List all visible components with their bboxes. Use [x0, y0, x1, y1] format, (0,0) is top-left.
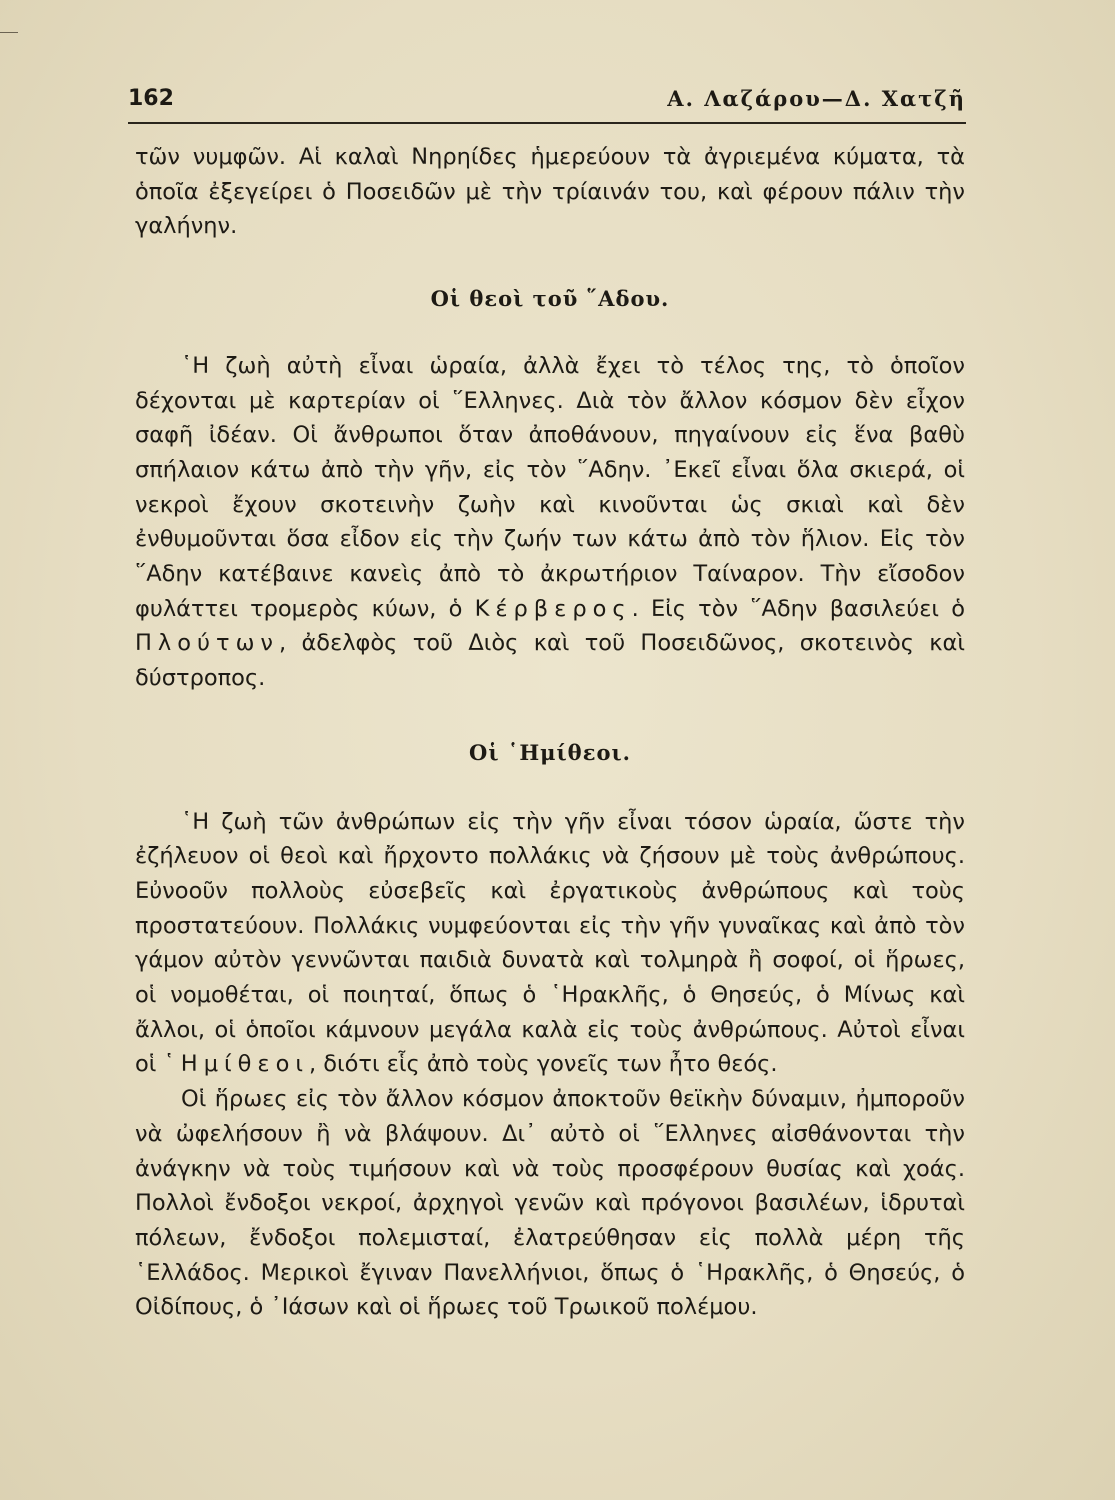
- paragraph-3: [135, 805, 965, 1083]
- paragraph-4: Οἱ ἥρωες εἰς τὸν ἄλλον κόσμον ἀποκτοῦν θεϊκὴν δύναμιν, ἠμποροῦν νὰ ὠφελήσουν ἢ νὰ βλάψουν. Δι᾿ αὐτὸ οἱ ῞Ελληνες αἰσθάνονται τὴν ἀνάγκην νὰ τοὺς τιμήσουν καὶ νὰ τοὺς προσφέρουν θυσίας καὶ χοάς. Πολλοὶ ἔνδοξοι νεκροί, ἀρχηγοὶ γενῶν καὶ πρόγονοι βασιλέων, ἱδρυταὶ πόλεων, ἔνδοξοι πολεμισταί, ἐλατρεύθησαν εἰς πολλὰ μέρη τῆς ῾Ελλάδος. Μερικοὶ ἔγιναν Πανελλήνιοι, ὅπως ὁ ῾Ηρακλῆς, ὁ Θησεύς, ὁ Οἰδίπους, ὁ ᾿Ιάσων καὶ οἱ ἥρωες τοῦ Τρωικοῦ πολέμου.: [135, 1086, 965, 1321]
- term-hemitheoi: ῾Ημίθεοι: [163, 1051, 309, 1078]
- name-kerberos: Κέρβερος: [474, 595, 632, 622]
- paragraph-2-text-b: . Εἰς τὸν ῞Αδην βασιλεύει ὁ: [631, 595, 965, 622]
- page-header: [128, 86, 966, 120]
- running-head: Α. Λαζάρου—Δ. Χατζῆ: [667, 86, 966, 111]
- paragraph-2-text-c: , ἀδελφὸς τοῦ Διὸς καὶ τοῦ Ποσειδῶνος, σκοτεινὸς καὶ δύστροπος.: [135, 630, 965, 692]
- paragraph-3-text-a: ῾Η ζωὴ τῶν ἀνθρώπων εἰς τὴν γῆν εἶναι τόσον ὡραία, ὥστε τὴν ἐζήλευον οἱ θεοὶ καὶ ἤρχοντο πολλάκις νὰ ζήσουν μὲ τοὺς ἀνθρώπους. Εὐνοοῦν πολλοὺς εὐσεβεῖς καὶ ἐργατικοὺς ἀνθρώπους καὶ τοὺς προστατεύουν. Πολλάκις νυμφεύονται εἰς τὴν γῆν γυναῖκας καὶ ἀπὸ τὸν γάμον αὐτὸν γεννῶνται παιδιὰ δυνατὰ καὶ τολμηρὰ ἢ σοφοί, οἱ ἥρωες, οἱ νομοθέται, οἱ ποιηταί, ὅπως ὁ ῾Ηρακλῆς, ὁ Θησεύς, ὁ Μίνως καὶ ἄλλοι, οἱ ὁποῖοι κάμνουν μεγάλα καλὰ εἰς τοὺς ἀνθρώπους. Αὐτοὶ εἶναι οἱ: [135, 808, 965, 1078]
- paragraph-3-text-b: , διότι εἷς ἀπὸ τοὺς γονεῖς των ἦτο θεός.: [308, 1051, 778, 1078]
- section-heading-hades: Οἱ θεοὶ τοῦ ῞Αδου.: [430, 286, 670, 312]
- name-plouton: Πλούτων: [135, 630, 279, 657]
- section-heading-hemitheoi: Οἱ ῾Ημίθεοι.: [469, 739, 631, 765]
- paragraph-1: τῶν νυμφῶν. Αἱ καλαὶ Νηρηίδες ἡμερεύουν τὰ ἀγριεμένα κύματα, τὰ ὁποῖα ἐξεγείρει ὁ Ποσειδῶν μὲ τὴν τρίαινάν του, καὶ φέρουν πάλιν τὴν γαλήνην.: [135, 144, 965, 240]
- edge-tick: [0, 32, 18, 33]
- body-text: [135, 140, 965, 1325]
- paragraph-2: [135, 349, 965, 696]
- page-number: 162: [128, 86, 174, 111]
- header-rule: [128, 122, 966, 124]
- paragraph-2-text-a: ῾Η ζωὴ αὐτὴ εἶναι ὡραία, ἀλλὰ ἔχει τὸ τέλος της, τὸ ὁποῖον δέχονται μὲ καρτερίαν οἱ ῞Ελληνες. Διὰ τὸν ἄλλον κόσμον δὲν εἶχον σαφῆ ἰδέαν. Οἱ ἄνθρωποι ὅταν ἀποθάνουν, πηγαίνουν εἰς ἕνα βαθὺ σπήλαιον κάτω ἀπὸ τὴν γῆν, εἰς τὸν ῞Αδην. ᾿Εκεῖ εἶναι ὅλα σκιερά, οἱ νεκροὶ ἔχουν σκοτεινὴν ζωὴν καὶ κινοῦνται ὡς σκιαὶ καὶ δὲν ἐνθυμοῦνται ὅσα εἶδον εἰς τὴν ζωήν των κάτω ἀπὸ τὸν ἥλιον. Εἰς τὸν ῞Αδην κατέβαινε κανεὶς ἀπὸ τὸ ἀκρωτήριον Ταίναρον. Τὴν εἴσοδον φυλάττει τρομερὸς κύων, ὁ: [135, 352, 965, 622]
